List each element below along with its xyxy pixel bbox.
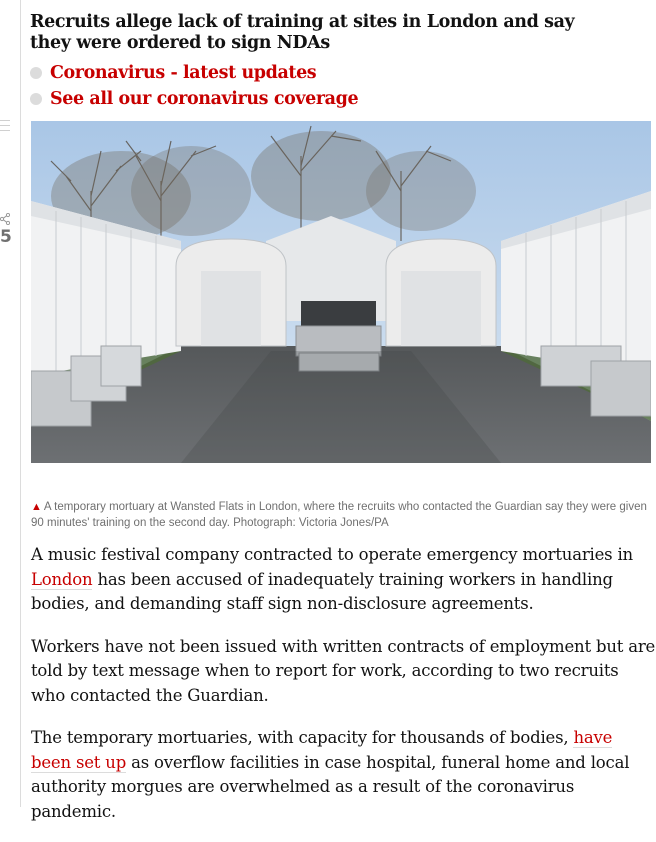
article-standfirst: Recruits allege lack of training at sites in London and say they were ordered to sign NDAs <box>30 12 575 53</box>
photo-caption-text: A temporary mortuary at Wansted Flats in London, where the recruits who contacted the Guardian say they were given 90 minutes' training on the second day. Photograph: Victoria Jones/PA <box>31 501 647 529</box>
triangle-up-icon: ▲ <box>31 501 42 513</box>
body-paragraph-2: Workers have not been issued with written contracts of employment but are told by text message when to report for work, according to two recruits who contacted the Guardian. <box>31 636 656 705</box>
article-photo[interactable] <box>31 121 651 463</box>
left-column-rule <box>20 0 21 807</box>
latest-updates-link[interactable]: Coronavirus - latest updates <box>50 63 317 83</box>
body-text: A music festival company contracted to operate emergency mortuaries in <box>31 545 633 564</box>
gutter-menu-icon[interactable] <box>0 120 10 135</box>
bullet-dot-icon <box>30 67 42 79</box>
related-link-item <box>30 60 358 86</box>
body-paragraph-1 <box>31 543 656 617</box>
share-icon[interactable] <box>0 213 10 225</box>
photo-caption <box>31 499 651 531</box>
coronavirus-coverage-link[interactable]: See all our coronavirus coverage <box>50 89 359 109</box>
share-count: 5 <box>0 227 12 247</box>
bullet-dot-icon <box>30 93 42 105</box>
body-paragraph-3 <box>31 726 656 824</box>
have-been-set-up-link[interactable]: have been set up <box>31 728 613 772</box>
related-links-list <box>30 60 358 112</box>
body-text: The temporary mortuaries, with capacity for thousands of bodies, <box>31 728 574 747</box>
article-body <box>31 543 656 842</box>
body-text: as overflow facilities in case hospital, funeral home and local authority morgues are overwhelmed as a result of the coronavirus pandemic. <box>31 752 630 821</box>
body-text: has been accused of inadequately training workers in handling bodies, and demanding staff sign non-disclosure agreements. <box>31 569 613 613</box>
london-link[interactable]: London <box>31 569 93 589</box>
related-link-item <box>30 86 358 112</box>
